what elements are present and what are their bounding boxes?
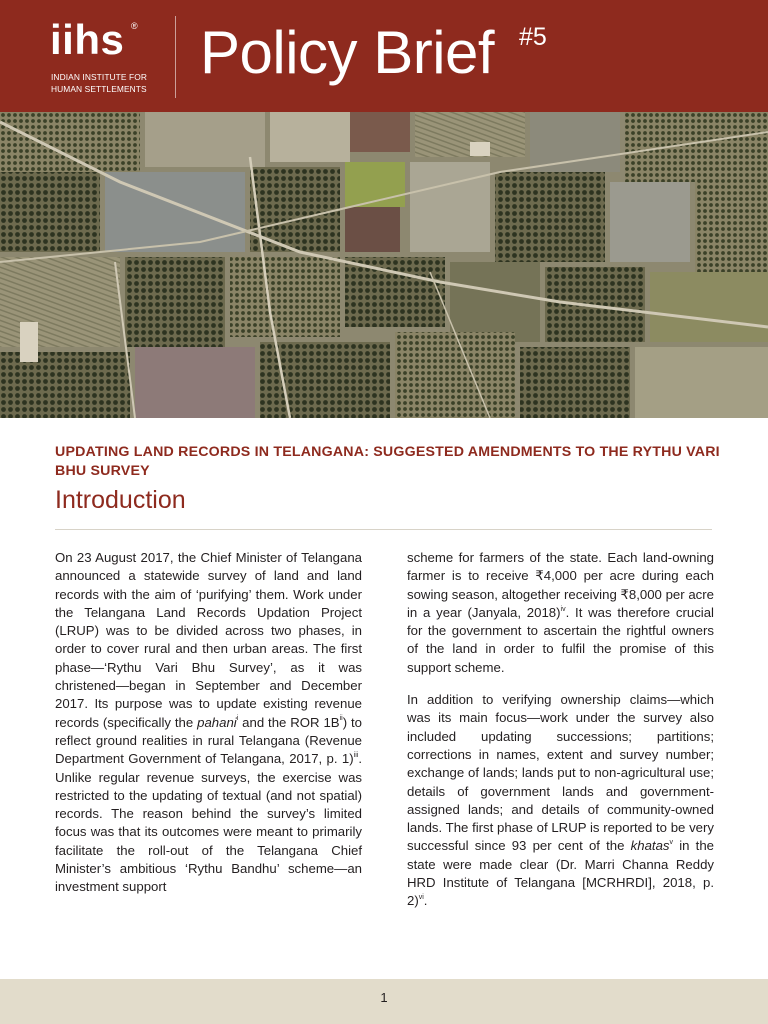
policy-brief-title: Policy Brief [200,19,495,86]
right-column [407,549,714,925]
right-paragraph-1 [407,549,714,677]
page-footer [0,979,768,1024]
left-paragraph-1 [55,549,362,897]
text-run: and the ROR 1B [238,714,340,730]
term-pahani: pahani [197,714,237,730]
term-khatas: khatas [630,838,670,854]
masthead-divider [175,16,176,98]
endnote-ref: ii [339,715,343,723]
policy-brief-number: #5 [519,23,547,51]
endnote-ref: iv [560,605,566,613]
iihs-logo: iihs [50,16,125,63]
text-run: scheme for farmers of the state. Each land-owning farmer is to receive ₹4,000 per acre during each sowing season, altogether receiving ₹8,000 per acre in a year (Janyala, 2018) [407,550,714,620]
right-paragraph-2 [407,691,714,911]
logo-subtitle-line1: INDIAN INSTITUTE FOR [51,72,147,82]
text-run: On 23 August 2017, the Chief Minister of Telangana announced a statewide survey of land and land records with the aim of ‘purifying’ them. Work under the Telangana Land Records Updation Project (LRUP) was to be divided across two phases, in order to cover rural and then urban areas. The first phase—‘Rythu Vari Bhu Survey’, as it was christened—began in September and December 2017. Its purpose was to update existing revenue records (specifically the [55,550,362,730]
text-run: in the state were made clear (Dr. Marri Channa Reddy HRD Institute of Telangana [MCRHRDI], 2018, p. 2) [407,838,714,909]
brief-headline: UPDATING LAND RECORDS IN TELANGANA: SUGGESTED AMENDMENTS TO THE RYTHU VARI BHU SURVEY [55,444,720,479]
left-column [55,549,362,911]
endnote-ref: i [236,715,239,723]
text-run: ) to reflect ground realities in rural Telangana (Revenue Department Government of Telangana, 2017, p. 1) [55,714,362,767]
endnote-ref: iii [353,751,359,759]
section-title-introduction: Introduction [55,486,186,514]
page-number: 1 [380,990,388,1005]
registered-mark: ® [131,21,138,31]
aerial-farmland-photo [0,112,768,418]
section-divider [55,529,712,530]
aerial-farmland-illustration [0,112,768,418]
masthead [0,0,768,112]
endnote-ref: vi [418,893,424,901]
logo-subtitle [51,71,147,95]
text-run: . [423,893,428,909]
text-run: . It was therefore crucial for the government to ascertain the rightful owners of the land in order to fulfil the promise of this support scheme. [407,604,714,675]
logo-subtitle-line2: HUMAN SETTLEMENTS [51,84,147,94]
endnote-ref: v [669,839,674,847]
text-run: . Unlike regular revenue surveys, the exercise was restricted to the updating of textual (and not spatial) records. The reason behind the survey’s limited focus was that its outcomes were meant to primarily facilitate the roll-out of the Telangana Chief Minister’s ambitious ‘Rythu Bandhu’ scheme—an investment support [55,751,362,895]
text-run: In addition to verifying ownership claims—which was its main focus—work under the survey also included updating successions; partitions; corrections in names, extent and survey number; exchange of lands; lands put to non-agricultural use; details of government lands and government-assigned lands; and details of community-owned lands. The first phase of LRUP is reported to be very successful since 93 per cent of the [407,692,714,854]
